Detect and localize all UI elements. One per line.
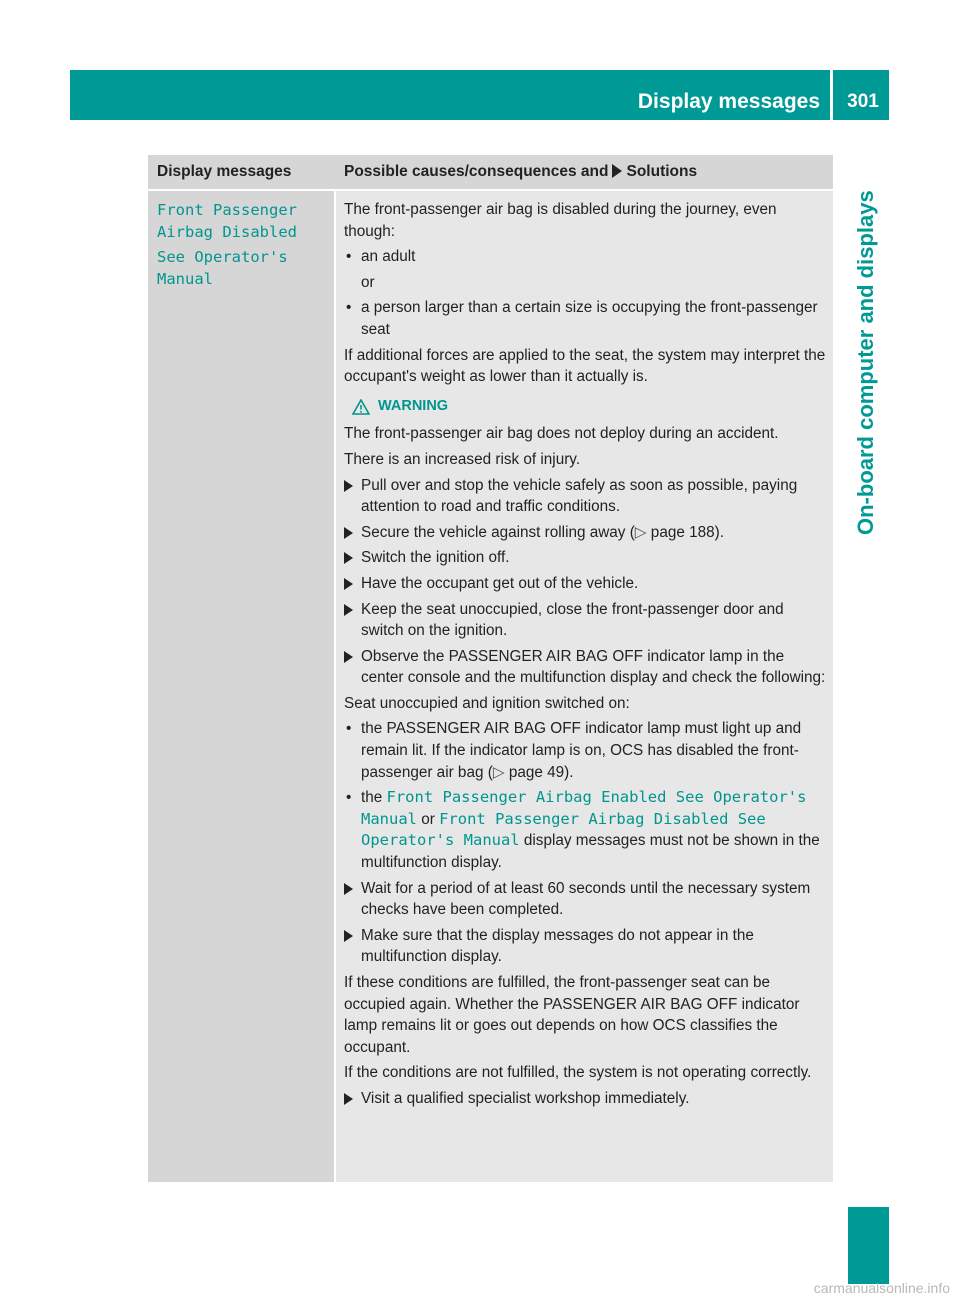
- message-line: See Operator's: [157, 248, 288, 266]
- column-header-solutions-text: Solutions: [626, 163, 698, 180]
- watermark: carmanualsonline.info: [813, 1280, 950, 1296]
- arrow-right-icon: [344, 480, 353, 492]
- arrow-right-icon: [344, 1093, 353, 1105]
- arrow-right-icon: [344, 604, 353, 616]
- column-header-messages: Display messages: [157, 163, 292, 180]
- page-ref-icon: ▷: [634, 523, 647, 541]
- solutions-cell: [336, 191, 833, 1182]
- arrow-right-icon: [344, 527, 353, 539]
- intro-text: The front-passenger air bag is disabled during the journey, even though:: [344, 201, 777, 240]
- display-message-inline: Front Passenger Airbag Disabled See Operator's Manual: [361, 809, 766, 850]
- fulfilled-text: If these conditions are fulfilled, the front-passenger seat can be occupied again. Whether the PASSENGER AIR BAG OFF indicator lamp remains lit or goes out depends on how OCS classifies the occupant.: [344, 974, 800, 1056]
- or-text: or: [361, 273, 375, 291]
- solutions-content: [344, 199, 826, 1114]
- arrow-right-icon: [344, 578, 353, 590]
- header-divider: [830, 70, 833, 120]
- column-header-text: Possible causes/consequences and: [344, 163, 609, 180]
- instruction-step: Switch the ignition off.: [344, 547, 826, 569]
- warning-heading: [344, 396, 826, 418]
- message-line: Manual: [157, 270, 213, 288]
- column-header-solutions: [344, 155, 697, 189]
- display-message-inline: Front Passenger Airbag Enabled See Operator's Manual: [361, 788, 807, 828]
- condition-text: Seat unoccupied and ignition switched on:: [344, 694, 630, 712]
- list-item: • an adult: [346, 248, 416, 266]
- list-item: • the Front Passenger Airbag Enabled See Operator's Manual or Front Passenger Airbag Disabled See Operator's Manual display messages must not be shown in the multifunction display.: [346, 788, 820, 872]
- arrow-right-icon: [344, 930, 353, 942]
- arrow-right-icon: [344, 552, 353, 564]
- side-chapter-label: [842, 160, 888, 535]
- list-item: • a person larger than a certain size is occupying the front-passenger seat: [346, 299, 818, 338]
- message-line: Airbag Disabled: [157, 223, 297, 241]
- message-line: Front Passenger: [157, 201, 297, 219]
- instruction-step: Keep the seat unoccupied, close the front-passenger door and switch on the ignition.: [344, 599, 826, 642]
- list-item: • the PASSENGER AIR BAG OFF indicator lamp must light up and remain lit. If the indicator lamp is on, OCS has disabled the front-passenger air bag (▷ page 49).: [346, 720, 802, 781]
- instruction-step: Visit a qualified specialist workshop immediately.: [344, 1088, 826, 1110]
- arrow-right-icon: [612, 164, 622, 178]
- instruction-step: Make sure that the display messages do not appear in the multifunction display.: [344, 925, 826, 968]
- warning-triangle-icon: [352, 399, 370, 415]
- instruction-step: Have the occupant get out of the vehicle.: [344, 573, 826, 595]
- arrow-right-icon: [344, 651, 353, 663]
- message-cell: [148, 191, 334, 1182]
- instruction-step: Wait for a period of at least 60 seconds until the necessary system checks have been completed.: [344, 878, 826, 921]
- warning-text: The front-passenger air bag does not deploy during an accident.: [344, 425, 779, 443]
- display-messages-table: [148, 155, 833, 1182]
- side-chapter-text: On-board computer and displays: [853, 190, 878, 535]
- page-section-title: Display messages: [637, 90, 820, 113]
- instruction-step: Secure the vehicle against rolling away (▷ page 188).: [344, 522, 826, 544]
- page-ref-icon: ▷: [492, 763, 505, 781]
- not-fulfilled-text: If the conditions are not fulfilled, the system is not operating correctly.: [344, 1064, 812, 1082]
- forces-text: If additional forces are applied to the seat, the system may interpret the occupant's weight as lower than it actually is.: [344, 346, 826, 386]
- side-chapter-tab: [848, 1207, 889, 1284]
- arrow-right-icon: [344, 883, 353, 895]
- warning-label: WARNING: [378, 397, 449, 414]
- instruction-step: Pull over and stop the vehicle safely as soon as possible, paying attention to road and traffic conditions.: [344, 475, 826, 518]
- page-number: 301: [847, 91, 879, 112]
- warning-text: There is an increased risk of injury.: [344, 450, 581, 468]
- table-header-row: [148, 155, 833, 189]
- display-message: [157, 199, 297, 290]
- instruction-step: Observe the PASSENGER AIR BAG OFF indicator lamp in the center console and the multifunction display and check the following:: [344, 646, 826, 689]
